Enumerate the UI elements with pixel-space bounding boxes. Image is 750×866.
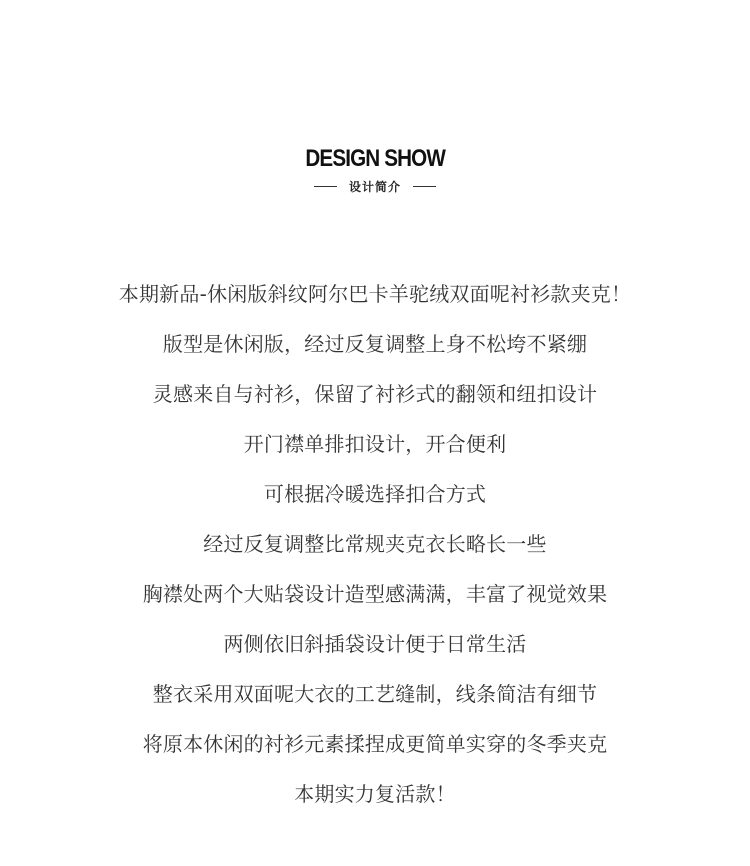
description-line: 本期新品-休闲版斜纹阿尔巴卡羊驼绒双面呢衬衫款夹克！	[118, 282, 632, 306]
description-line: 整衣采用双面呢大衣的工艺缝制，线条简洁有细节	[152, 682, 598, 706]
description-line: 可根据冷暖选择扣合方式	[263, 482, 487, 506]
right-divider	[413, 186, 436, 187]
description-line: 本期实力复活款！	[294, 782, 456, 806]
section-title: DESIGN SHOW	[305, 145, 445, 172]
subtitle-row	[0, 175, 750, 197]
description-line: 灵感来自与衬衫，保留了衬衫式的翻领和纽扣设计	[152, 382, 598, 406]
section-subtitle: 设计简介	[348, 179, 401, 194]
section-header	[0, 143, 750, 197]
description-line: 经过反复调整比常规夹克衣长略长一些	[203, 532, 547, 556]
description-line: 两侧依旧斜插袋设计便于日常生活	[223, 632, 527, 656]
description-line: 版型是休闲版，经过反复调整上身不松垮不紧绷	[162, 332, 588, 356]
description-line: 胸襟处两个大贴袋设计造型感满满，丰富了视觉效果	[142, 582, 608, 606]
description-text	[0, 269, 750, 819]
left-divider	[314, 186, 337, 187]
description-line: 将原本休闲的衬衫元素揉捏成更简单实穿的冬季夹克	[142, 732, 608, 756]
description-line: 开门襟单排扣设计，开合便利	[243, 432, 507, 456]
